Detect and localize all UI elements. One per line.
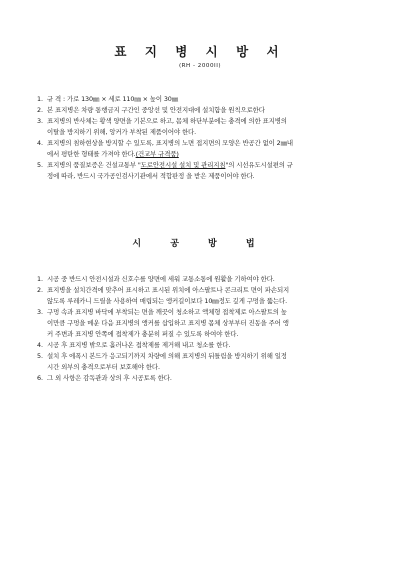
spec-item-2: [37, 105, 372, 116]
spec-item-number: 5.: [37, 161, 43, 169]
spec-item-text: 정에 따라, 반드시 국가공인검사기관에서 적합판정 을 받은 제품이어야 한다.: [47, 172, 255, 180]
guideline-reference: 도로안전시설 설치 및 관리지침: [140, 161, 226, 169]
spec-item-number: 2.: [37, 106, 43, 114]
method-list: [37, 274, 372, 384]
document-subtitle: (RH - 2000II): [178, 63, 222, 69]
method-item-text: 않도록 루레카니 드릴을 사용하여 매립되는 앵커길이보다 10㎜정도 깊게 구멍을 뚫는다.: [47, 297, 288, 305]
method-item-text: 시공 후 표지병 밖으로 흘러나온 접착제를 제거해 내고 청소를 한다.: [47, 341, 231, 349]
spec-item-text: 표지병의 품질보증은 건설교통부 ": [47, 161, 141, 169]
spec-item-text: 표지병의 침하현상을 방지할 수 있도록, 표지병의 노면 접지면의 모양은 반공간 없이 2㎜내: [47, 139, 293, 147]
method-item-number: 4.: [37, 341, 43, 349]
spec-item-text-line: [47, 149, 372, 160]
spec-item-3: [37, 116, 372, 138]
spec-item-text: 표지병의 반사체는 황색 양면을 기본으로 하고, 몸체 하단부분에는 충격에 의한 표지병의: [47, 117, 287, 125]
spec-item-text: 에서 평탄한 형태를 가져야 한다.: [47, 150, 136, 158]
standard-note: (건교부 규격품): [135, 150, 179, 158]
spec-item-text: 이탈을 방지하기 위해, 앙커가 부착된 제품이어야 한다.: [47, 128, 197, 136]
method-item-text: 시공 중 반드시 안전시설과 신호수를 양면에 세워 교통소통에 원활을 기하여야 한다.: [47, 275, 275, 283]
method-item-5: [37, 351, 372, 373]
spec-item-number: 1.: [37, 95, 43, 103]
method-item-number: 3.: [37, 308, 43, 316]
spec-item-text: 규 격 : 가로 130㎜ × 세로 110㎜ × 높이 30㎜: [47, 95, 179, 103]
method-item-1: [37, 274, 372, 285]
spec-item-text-line: [47, 160, 372, 171]
method-item-text: 구멍 속과 표지병 바닥에 부착되는 면을 깨끗이 청소하고 액체형 접착제로 아스팔트의 높: [47, 308, 287, 316]
method-item-text: 그 외 사항은 감독관과 상의 후 시공토록 한다.: [47, 374, 172, 382]
method-item-text: 이만큼 구멍을 메운 다음 표지병의 앵커를 삽입하고 표지병 몸체 상부부터 진동을 주어 앵: [47, 319, 289, 327]
spec-item-text: "의 시선유도시설편의 규: [225, 161, 293, 169]
spec-item-number: 3.: [37, 117, 43, 125]
spec-item-text: 본 표지병은 차량 통행금지 구간인 중앙선 및 안전지대에 설치함을 원칙으로한다: [47, 106, 265, 114]
method-item-3: [37, 307, 372, 340]
spec-item-4: [37, 138, 372, 160]
method-item-2: [37, 285, 372, 307]
method-item-number: 2.: [37, 286, 43, 294]
spec-item-5: [37, 160, 372, 182]
method-item-text: 설치 후 에폭시 본드가 응고되기까지 차량에 의해 표지병의 뒤틀림을 방지하기 위해 일정: [47, 352, 287, 360]
method-item-number: 1.: [37, 275, 43, 283]
method-item-text: 시간 외부의 충격으로부터 보호해야 한다.: [47, 363, 160, 371]
spec-item-number: 4.: [37, 139, 43, 147]
method-item-number: 5.: [37, 352, 43, 360]
method-item-6: [37, 373, 372, 384]
method-section-title: 시 공 방 법: [132, 239, 268, 249]
method-item-4: [37, 340, 372, 351]
method-item-text: 커 주변과 표지병 안쪽에 접착제가 충분히 퍼질 수 있도록 하여야 한다.: [47, 330, 239, 338]
spec-list: [37, 94, 372, 182]
document-title: 표 지 병 시 방 서: [114, 44, 286, 59]
method-item-text: 표지병을 설치간격에 맞추어 표시하고 표시된 위치에 아스팔트나 콘크리트 면이 파손되지: [47, 286, 290, 294]
spec-item-1: [37, 94, 372, 105]
method-item-number: 6.: [37, 374, 43, 382]
